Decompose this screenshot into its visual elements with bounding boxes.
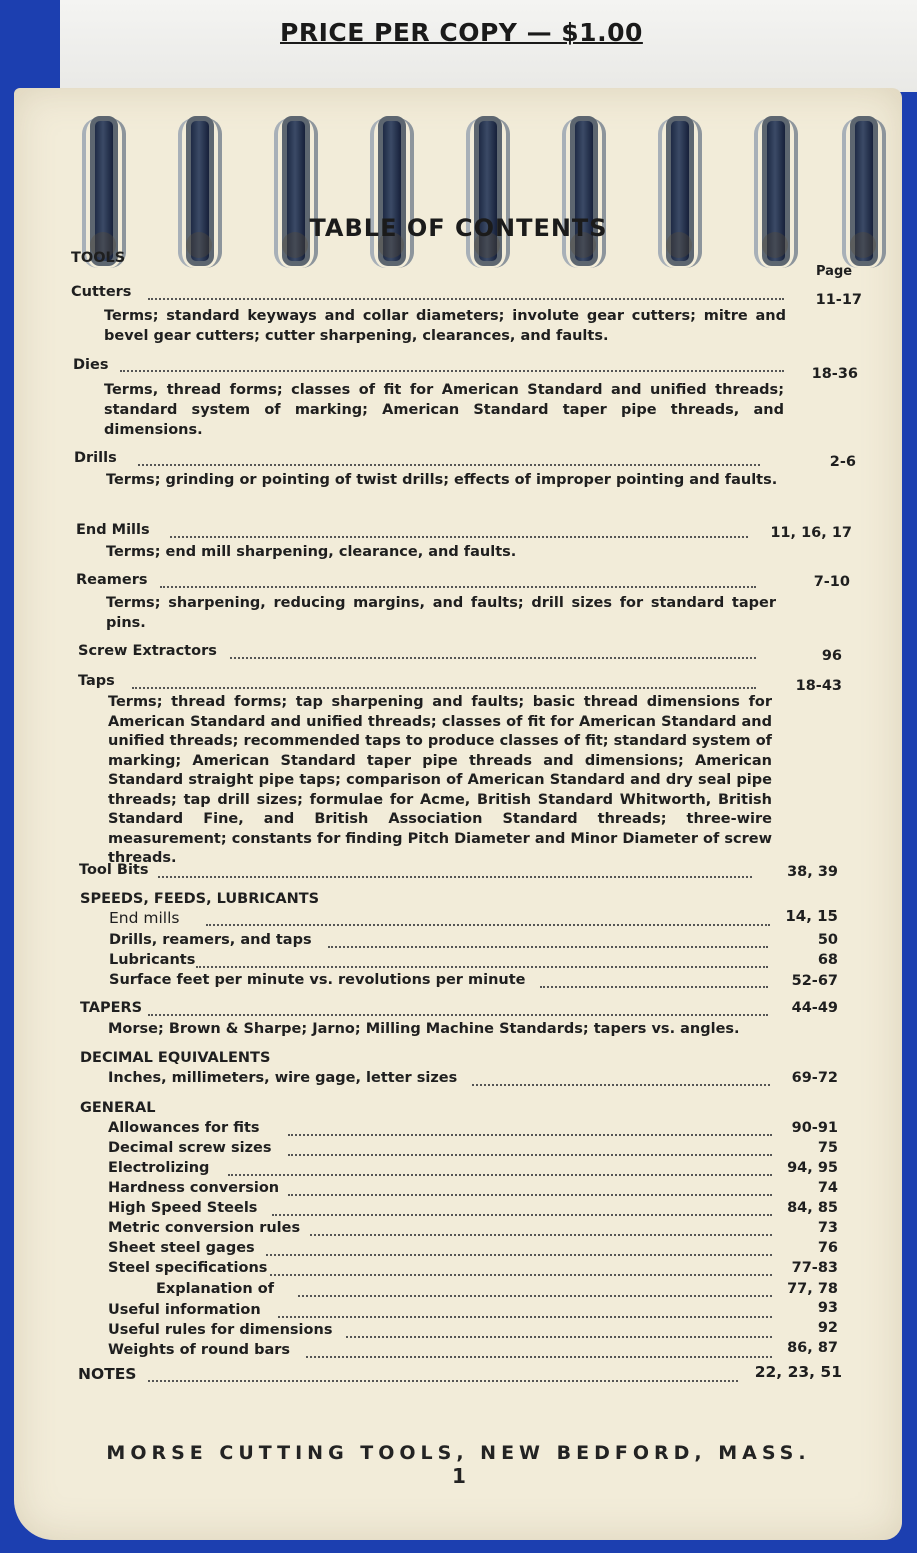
toc-entry-title: Screw Extractors	[78, 643, 217, 659]
footer-publisher: MORSE CUTTING TOOLS, NEW BEDFORD, MASS.	[106, 1442, 811, 1464]
toc-subentry-page: 76	[817, 1240, 838, 1256]
page-title: TABLE OF CONTENTS	[309, 214, 608, 242]
leader-dots	[230, 655, 756, 659]
toc-subentry-title: Hardness conversion	[108, 1180, 280, 1196]
section-heading-decimal: DECIMAL EQUIVALENTS	[80, 1050, 271, 1066]
leader-dots	[298, 1293, 772, 1297]
toc-entry-page: 2-6	[829, 454, 856, 470]
toc-entry-page: 22, 23, 51	[754, 1363, 842, 1381]
toc-subentry-page: 92	[817, 1320, 838, 1336]
toc-subentry-page: 50	[817, 932, 838, 948]
toc-entry-page: 44-49	[791, 1000, 838, 1016]
toc-subentry-title: Weights of round bars	[108, 1342, 291, 1358]
toc-subentry-title: Explanation of	[156, 1281, 275, 1297]
toc-subentry-page: 74	[817, 1180, 838, 1196]
toc-subentry-page: 77-83	[791, 1260, 838, 1276]
leader-dots	[120, 368, 784, 372]
toc-subentry-page: 84, 85	[787, 1200, 838, 1216]
spiral-ring	[174, 116, 224, 271]
leader-dots	[306, 1354, 772, 1358]
toc-subentry-title: Drills, reamers, and taps	[109, 932, 312, 948]
leader-dots	[196, 964, 768, 968]
leader-dots	[310, 1232, 772, 1236]
spiral-ring	[750, 116, 800, 271]
leader-dots	[206, 922, 770, 926]
toc-entry-page: 18-36	[811, 366, 858, 382]
page-column-label: Page	[816, 264, 853, 279]
toc-entry-description: Terms, thread forms; classes of fit for American Standard and unified threads; standard system of marking; American Standard taper pipe threads, and dimensions.	[104, 382, 784, 438]
leader-dots	[148, 1378, 738, 1382]
leader-dots	[288, 1192, 772, 1196]
leader-dots	[138, 462, 760, 466]
toc-subentry-title: Metric conversion rules	[108, 1220, 301, 1236]
toc-entry-page: 11-17	[815, 292, 862, 308]
toc-subentry-title: Useful rules for dimensions	[108, 1322, 333, 1338]
toc-entry-description: Morse; Brown & Sharpe; Jarno; Milling Machine Standards; tapers vs. angles.	[108, 1021, 740, 1037]
leader-dots	[346, 1334, 772, 1338]
price-label: PRICE PER COPY — $1.00	[280, 18, 643, 47]
toc-subentry-title: Electrolizing	[108, 1160, 210, 1176]
toc-subentry-title: Sheet steel gages	[108, 1240, 255, 1256]
toc-subentry-page: 69-72	[791, 1070, 838, 1086]
toc-entry-title: End Mills	[76, 522, 150, 538]
section-heading-general: GENERAL	[80, 1100, 156, 1116]
leader-dots	[270, 1272, 772, 1276]
toc-subentry-page: 77, 78	[787, 1281, 838, 1297]
toc-subentry-page: 68	[817, 952, 838, 968]
toc-subentry-page: 86, 87	[787, 1340, 838, 1356]
leader-dots	[540, 984, 768, 988]
spiral-ring	[270, 116, 320, 271]
toc-entry-description: Terms; end mill sharpening, clearance, and faults.	[106, 544, 517, 560]
toc-entry-title: Reamers	[76, 572, 148, 588]
toc-entry-title: NOTES	[78, 1365, 137, 1383]
toc-subentry-title: Allowances for fits	[108, 1120, 260, 1136]
leader-dots	[288, 1152, 772, 1156]
toc-subentry-title: Decimal screw sizes	[108, 1140, 272, 1156]
toc-entry-page: 11, 16, 17	[770, 525, 852, 541]
spiral-ring	[838, 116, 888, 271]
toc-entry-page: 18-43	[795, 678, 842, 694]
toc-subentry-page: 94, 95	[787, 1160, 838, 1176]
leader-dots	[228, 1172, 772, 1176]
leader-dots	[278, 1314, 772, 1318]
toc-entry-description: Terms; standard keyways and collar diameters; involute gear cutters; mitre and bevel gear cutters; cutter sharpening, clearances, and faults.	[104, 308, 786, 344]
toc-entry-title: Taps	[78, 673, 115, 689]
leader-dots	[272, 1212, 772, 1216]
toc-entry-page: 38, 39	[787, 864, 838, 880]
section-heading-speeds: SPEEDS, FEEDS, LUBRICANTS	[80, 891, 320, 907]
leader-dots	[170, 534, 748, 538]
spiral-ring	[654, 116, 704, 271]
leader-dots	[158, 874, 752, 878]
page-number: 1	[452, 1464, 466, 1488]
leader-dots	[148, 1012, 768, 1016]
spiral-ring	[462, 116, 512, 271]
toc-entry-title: Dies	[73, 357, 109, 373]
toc-entry-title: Cutters	[71, 284, 132, 300]
toc-subentry-page: 75	[817, 1140, 838, 1156]
toc-entry-title: Tool Bits	[79, 862, 149, 878]
toc-entry-description: Terms; sharpening, reducing margins, and faults; drill sizes for standard taper pins.	[106, 595, 776, 631]
toc-subentry-title: High Speed Steels	[108, 1200, 258, 1216]
toc-entry-page: 7-10	[813, 574, 850, 590]
section-heading-tapers: TAPERS	[80, 1000, 143, 1016]
blue-background-corner	[0, 0, 60, 92]
spiral-ring	[366, 116, 416, 271]
toc-subentry-page: 52-67	[791, 973, 838, 989]
toc-subentry-title: Lubricants	[109, 952, 196, 968]
toc-entry-page: 96	[821, 648, 842, 664]
toc-subentry-page: 93	[817, 1300, 838, 1316]
toc-subentry-page: 90-91	[791, 1120, 838, 1136]
leader-dots	[160, 584, 756, 588]
toc-subentry-page: 14, 15	[785, 907, 838, 925]
toc-subentry-title: Inches, millimeters, wire gage, letter sizes	[108, 1070, 458, 1086]
toc-subentry-title: Useful information	[108, 1302, 261, 1318]
leader-dots	[148, 296, 784, 300]
leader-dots	[472, 1082, 770, 1086]
leader-dots	[266, 1252, 772, 1256]
toc-entry-title: Drills	[74, 450, 117, 466]
section-heading-tools: TOOLS	[71, 250, 126, 266]
spiral-ring	[558, 116, 608, 271]
toc-subentry-title: Surface feet per minute vs. revolutions per minute	[109, 972, 526, 988]
toc-entry-description: Terms; grinding or pointing of twist drills; effects of improper pointing and faults.	[106, 472, 778, 488]
leader-dots	[288, 1132, 772, 1136]
toc-subentry-page: 73	[817, 1220, 838, 1236]
toc-entry-description: Terms; thread forms; tap sharpening and faults; basic thread dimensions for American Standard and unified threads; classes of fit for American Standard and unified threads; recommended taps to produce classes of fit; standard system of marking; American Standard taper pipe threads and dimensions; American Standard straight pipe taps; comparison of American Standard and dry seal pipe threads; tap drill sizes; formulae for Acme, British Standard Whitworth, British Standard Fine, and British Association Standard threads; three-wire measurement; constants for finding Pitch Diameter and Minor Diameter of screw threads.	[108, 694, 772, 866]
toc-subentry-title: End mills	[109, 909, 180, 927]
leader-dots	[132, 685, 756, 689]
toc-subentry-title: Steel specifications	[108, 1260, 268, 1276]
leader-dots	[328, 944, 768, 948]
